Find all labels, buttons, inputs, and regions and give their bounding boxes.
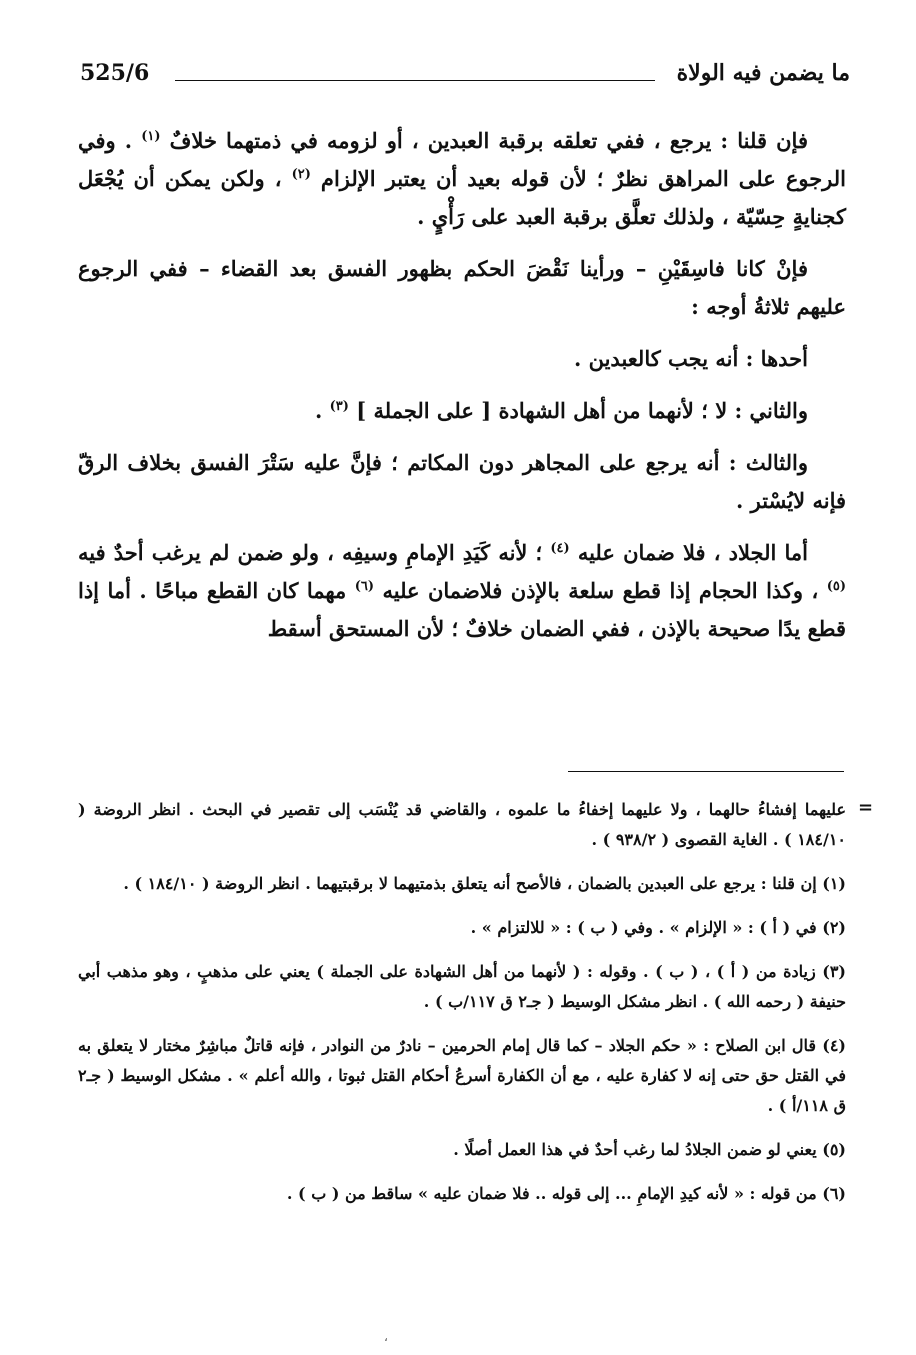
paragraph-1: فإن قلنا : يرجع ، ففي تعلقه برقبة العبدين ، أو لزومه في ذمتهما خلافٌ $^{(١)}$ . وفي الرجوع على المراهق نظرٌ ؛ لأن قوله بعيد أن يعتبر الإلزام $^{(٢)}$ ، ولكن يمكن أن يُجْعَل كجنايةٍ حِسّيّة ، ولذلك تعلَّق برقبة العبد على رَأْيٍ .	[78, 128, 846, 229]
page-number: 525/6	[80, 60, 150, 86]
paragraph-4: والثاني : لا ؛ لأنهما من أهل الشهادة [ على الجملة ] $^{(٣)}$ .	[315, 398, 808, 423]
footnote-2: (٢) في ( أ ) : « الإلزام » . وفي ( ب ) : « للالتزام » .	[470, 918, 846, 937]
footnote-ref-5: (٥)	[826, 579, 846, 594]
bottom-mark: ،	[384, 1330, 388, 1344]
footnote-continuation-mark: =	[858, 797, 874, 818]
paragraph-3: أحدها : أنه يجب كالعبدين .	[573, 346, 808, 371]
footnote-6: (٦) من قوله : « لأنه كيدِ الإمامِ ... إلى قوله .. فلا ضمان عليه » ساقط من ( ب ) .	[286, 1184, 846, 1203]
footnote-separator	[568, 771, 844, 772]
footnote-continued: عليهما إفشاءُ حالهما ، ولا عليهما إخفاءُ ما علموه ، والقاضي قد يُنْسَب إلى تقصير في البحث . انظر الروضة ( ١٨٤/١٠ ) . الغاية القصوى ( ٩٣٨/٢ ) .	[78, 800, 846, 849]
header-rule	[175, 80, 655, 81]
footnote-ref-3: (٣)	[329, 399, 349, 414]
footnote-ref-6: (٦)	[354, 579, 375, 594]
footnote-ref-1: (١)	[141, 129, 161, 144]
paragraph-2: فإنْ كانا فاسِقَيْنِ – ورأينا نَقْضَ الحكم بظهور الفسق بعد القضاء – ففي الرجوع عليهم ثلاثةُ أوجه :	[78, 256, 846, 319]
footnote-5: (٥) يعني لو ضمن الجلادُ لما رغب أحدٌ في هذا العمل أصلًا .	[453, 1140, 846, 1159]
footnotes	[78, 795, 846, 1223]
footnote-ref-4: (٤)	[550, 541, 570, 556]
footnote-3: (٣) زيادة من ( أ ) ، ( ب ) . وقوله : ( لأنهما من أهل الشهادة على الجملة ) يعني على مذهبٍ ، وهو مذهب أبي حنيفة ( رحمه الله ) . انظر مشكل الوسيط ( جـ٢ ق ١١٧/ب ) .	[78, 962, 846, 1011]
paragraph-5: والثالث : أنه يرجع على المجاهر دون المكاتم ؛ فإنَّ عليه سَتْرَ الفسق بخلاف الرقّ فإنه لايُسْتر .	[78, 450, 846, 513]
footnote-ref-2: (٢)	[291, 167, 311, 182]
main-text	[78, 122, 846, 662]
chapter-title: ما يضمن فيه الولاة	[676, 60, 850, 86]
footnote-4: (٤) قال ابن الصلاح : « حكم الجلاد – كما قال إمام الحرمين – نادرٌ من النوادر ، فإنه قاتلٌ مباشِرٌ مختار لا يتعلق به في القتل حق حتى إنه لا كفارة عليه ، مع أن الكفارة أسرعُ أحكام القتل ثبوتا ، والله أعلم » . مشكل الوسيط ( جـ٢ ق ١١٨/أ ) .	[78, 1036, 846, 1115]
paragraph-6: أما الجلاد ، فلا ضمان عليه $^{(٤)}$ ؛ لأنه كَيَدِ الإمامِ وسيفِه ، ولو ضمن لم يرغب أحدٌ فيه $^{(٥)}$ ، وكذا الحجام إذا قطع سلعة بالإذن فلاضمان عليه $^{(٦)}$ مهما كان القطع مباحًا . أما إذا قطع يدًا صحيحة بالإذن ، ففي الضمان خلافٌ ؛ لأن المستحق أسقط	[78, 540, 846, 641]
page-header	[75, 60, 850, 94]
footnote-1: (١) إن قلنا : يرجع على العبدين بالضمان ، فالأصح أنه يتعلق بذمتيهما لا برقبتيهما . انظر الروضة ( ١٨٤/١٠ ) .	[123, 874, 846, 893]
